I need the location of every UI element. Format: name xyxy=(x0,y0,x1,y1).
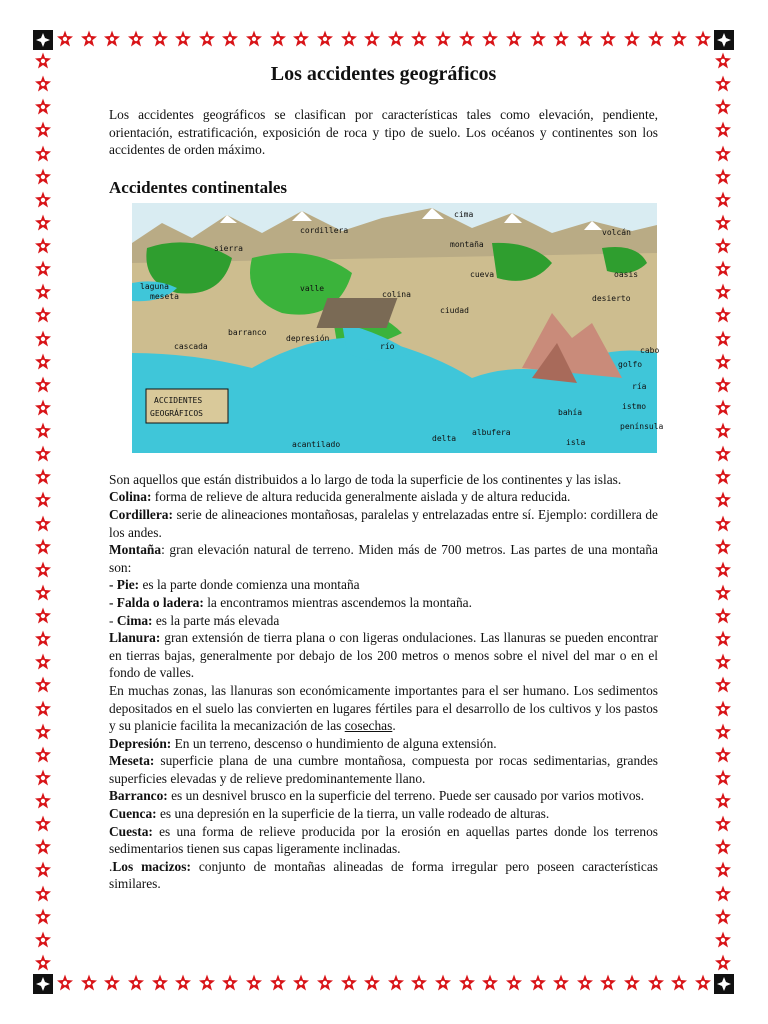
figure-label: desierto xyxy=(592,293,631,303)
entry-pie: - Pie: es la parte donde comienza una montaña xyxy=(109,577,360,593)
red-star-icon xyxy=(714,815,732,833)
red-star-icon xyxy=(34,908,52,926)
intro-paragraph: Los accidentes geográficos se clasifican por características tales como elevación, pendiente, orientación, estratificación, exposición de roca y tipo de suelo. Los océanos y continentes son los accidentes de orden máximo. xyxy=(109,107,658,158)
red-star-icon xyxy=(151,974,169,992)
red-star-icon xyxy=(623,30,641,48)
red-star-icon xyxy=(647,974,665,992)
red-star-icon xyxy=(714,399,732,417)
red-star-icon xyxy=(714,538,732,556)
corner-ornament-icon xyxy=(33,30,53,50)
figure-label: volcán xyxy=(602,227,631,237)
red-star-icon xyxy=(363,30,381,48)
red-star-icon xyxy=(714,330,732,348)
red-star-icon xyxy=(714,676,732,694)
figure-label: golfo xyxy=(618,359,643,369)
red-star-icon xyxy=(714,191,732,209)
red-star-icon xyxy=(34,885,52,903)
red-star-icon xyxy=(714,584,732,602)
red-star-icon xyxy=(34,145,52,163)
red-star-icon xyxy=(623,974,641,992)
entry-llanura-extra: En muchas zonas, las llanuras son económicamente importantes para el ser humano. Los sedimentos depositados en el suelo las convierten en lugares fértiles para el desarrollo de los cultivos y los pastos y su planicie facilita la mecanización de las cosechas. xyxy=(109,682,658,734)
red-star-icon xyxy=(34,700,52,718)
red-star-icon xyxy=(714,98,732,116)
red-star-icon xyxy=(670,974,688,992)
figure-label: ría xyxy=(632,381,647,391)
red-star-icon xyxy=(34,260,52,278)
definitions xyxy=(109,471,658,893)
entry-depresion: Depresión: En un terreno, descenso o hundimiento de alguna extensión. xyxy=(109,735,497,751)
red-star-icon xyxy=(34,630,52,648)
red-star-icon xyxy=(529,30,547,48)
red-star-icon xyxy=(34,607,52,625)
figure-label: montaña xyxy=(450,239,484,249)
red-star-icon xyxy=(410,30,428,48)
red-star-icon xyxy=(34,52,52,70)
red-star-icon xyxy=(34,237,52,255)
section-title: Accidentes continentales xyxy=(109,177,288,197)
figure-label: meseta xyxy=(150,291,179,301)
red-star-icon xyxy=(34,746,52,764)
corner-ornament-icon xyxy=(714,30,734,50)
red-star-icon xyxy=(34,98,52,116)
red-star-icon xyxy=(552,30,570,48)
red-star-icon xyxy=(34,653,52,671)
red-star-icon xyxy=(599,974,617,992)
red-star-icon xyxy=(292,30,310,48)
red-star-icon xyxy=(34,792,52,810)
figure-label: cordillera xyxy=(300,225,349,235)
red-star-icon xyxy=(647,30,665,48)
corner-ornament-icon xyxy=(714,974,734,994)
figure-label: isla xyxy=(566,437,586,447)
cosechas-link[interactable]: cosechas xyxy=(344,718,393,734)
red-star-icon xyxy=(34,75,52,93)
red-star-icon xyxy=(34,954,52,972)
red-star-icon xyxy=(34,561,52,579)
figure-label: cascada xyxy=(174,341,208,351)
entry-colina: Colina: forma de relieve de altura reducida generalmente aislada y de altura reducida. xyxy=(109,489,571,505)
red-star-icon xyxy=(714,561,732,579)
entry-llanura: Llanura: gran extensión de tierra plana o con ligeras ondulaciones. Las llanuras se pueden encontrar en tierras bajas, generalmente por debajo de los 200 metros o menos sobre el nivel del mar o en el fondo de valles. xyxy=(109,630,658,681)
entry-macizos: .Los macizos: conjunto de montañas alineadas de forma irregular pero poseen características similares. xyxy=(109,858,658,892)
red-star-icon xyxy=(694,30,712,48)
entry-cima: - Cima: es la parte más elevada xyxy=(109,612,280,628)
red-star-icon xyxy=(127,30,145,48)
red-star-icon xyxy=(34,815,52,833)
red-star-icon xyxy=(103,30,121,48)
figure-label: cueva xyxy=(470,269,495,279)
red-star-icon xyxy=(245,30,263,48)
red-star-icon xyxy=(316,974,334,992)
document-body xyxy=(109,60,664,893)
border-right xyxy=(714,52,734,972)
red-star-icon xyxy=(410,974,428,992)
red-star-icon xyxy=(434,974,452,992)
red-star-icon xyxy=(269,974,287,992)
red-star-icon xyxy=(34,491,52,509)
entry-falda: - Falda o ladera: la encontramos mientras ascendemos la montaña. xyxy=(109,594,472,610)
red-star-icon xyxy=(714,283,732,301)
entry-cordillera: Cordillera: serie de alineaciones montañosas, paralelas y entrelazadas entre sí. Ejemplo: cordillera de los andes. xyxy=(109,506,658,540)
figure-label: península xyxy=(620,421,664,431)
red-star-icon xyxy=(316,30,334,48)
red-star-icon xyxy=(714,445,732,463)
red-star-icon xyxy=(340,974,358,992)
red-star-icon xyxy=(34,399,52,417)
red-star-icon xyxy=(714,52,732,70)
red-star-icon xyxy=(292,974,310,992)
red-star-icon xyxy=(434,30,452,48)
red-star-icon xyxy=(34,376,52,394)
red-star-icon xyxy=(599,30,617,48)
red-star-icon xyxy=(714,353,732,371)
red-star-icon xyxy=(221,974,239,992)
red-star-icon xyxy=(34,283,52,301)
red-star-icon xyxy=(34,306,52,324)
red-star-icon xyxy=(34,445,52,463)
red-star-icon xyxy=(481,974,499,992)
red-star-icon xyxy=(714,515,732,533)
red-star-icon xyxy=(198,30,216,48)
red-star-icon xyxy=(714,861,732,879)
lead-paragraph: Son aquellos que están distribuidos a lo largo de toda la superficie de los continentes y las islas. xyxy=(109,471,622,487)
red-star-icon xyxy=(198,974,216,992)
red-star-icon xyxy=(269,30,287,48)
red-star-icon xyxy=(174,30,192,48)
figure-label: acantilado xyxy=(292,439,341,449)
figure-label: barranco xyxy=(228,327,267,337)
red-star-icon xyxy=(34,676,52,694)
red-star-icon xyxy=(387,974,405,992)
red-star-icon xyxy=(529,974,547,992)
figure-label: ciudad xyxy=(440,305,469,315)
red-star-icon xyxy=(363,974,381,992)
red-star-icon xyxy=(458,30,476,48)
red-star-icon xyxy=(714,145,732,163)
red-star-icon xyxy=(714,607,732,625)
figure-label: cabo xyxy=(640,345,660,355)
figure-label: istmo xyxy=(622,401,647,411)
figure-label: oasis xyxy=(614,269,639,279)
red-star-icon xyxy=(34,538,52,556)
red-star-icon xyxy=(714,422,732,440)
red-star-icon xyxy=(714,491,732,509)
red-star-icon xyxy=(576,974,594,992)
figure-box-line-2: GEOGRÁFICOS xyxy=(150,408,203,418)
figure-label: depresión xyxy=(286,333,330,343)
red-star-icon xyxy=(34,584,52,602)
figure-label: delta xyxy=(432,433,457,443)
figure-label: valle xyxy=(300,283,325,293)
red-star-icon xyxy=(714,121,732,139)
red-star-icon xyxy=(714,838,732,856)
red-star-icon xyxy=(80,974,98,992)
red-star-icon xyxy=(714,237,732,255)
entry-cuenca: Cuenca: es una depresión en la superficie de la tierra, un valle rodeado de alturas. xyxy=(109,806,550,822)
red-star-icon xyxy=(174,974,192,992)
red-star-icon xyxy=(34,769,52,787)
red-star-icon xyxy=(127,974,145,992)
red-star-icon xyxy=(714,885,732,903)
red-star-icon xyxy=(714,214,732,232)
red-star-icon xyxy=(714,769,732,787)
border-left xyxy=(34,52,54,972)
figure-label: cima xyxy=(454,209,474,219)
red-star-icon xyxy=(714,168,732,186)
red-star-icon xyxy=(34,515,52,533)
red-star-icon xyxy=(34,191,52,209)
red-star-icon xyxy=(714,954,732,972)
red-star-icon xyxy=(34,422,52,440)
red-star-icon xyxy=(34,931,52,949)
red-star-icon xyxy=(34,838,52,856)
red-star-icon xyxy=(714,700,732,718)
red-star-icon xyxy=(34,121,52,139)
red-star-icon xyxy=(458,974,476,992)
red-star-icon xyxy=(34,330,52,348)
border-bottom xyxy=(56,974,712,994)
red-star-icon xyxy=(481,30,499,48)
red-star-icon xyxy=(245,974,263,992)
red-star-icon xyxy=(34,723,52,741)
red-star-icon xyxy=(103,974,121,992)
figure-label: sierra xyxy=(214,243,243,253)
red-star-icon xyxy=(34,168,52,186)
figure-label: colina xyxy=(382,289,411,299)
red-star-icon xyxy=(151,30,169,48)
red-star-icon xyxy=(714,908,732,926)
red-star-icon xyxy=(56,974,74,992)
red-star-icon xyxy=(714,468,732,486)
figure-box-line-1: ACCIDENTES xyxy=(154,395,203,405)
red-star-icon xyxy=(714,931,732,949)
corner-ornament-icon xyxy=(33,974,53,994)
entry-montana: Montaña: gran elevación natural de terreno. Miden más de 700 metros. Las partes de una montaña son: xyxy=(109,542,658,575)
figure-label: albufera xyxy=(472,427,511,437)
red-star-icon xyxy=(34,353,52,371)
figure-label: bahía xyxy=(558,407,583,417)
red-star-icon xyxy=(714,630,732,648)
red-star-icon xyxy=(714,746,732,764)
red-star-icon xyxy=(714,376,732,394)
red-star-icon xyxy=(714,653,732,671)
figure-label: río xyxy=(380,341,395,351)
entry-meseta: Meseta: superficie plana de una cumbre montañosa, compuesta por rocas sedimentarias, grandes superficies elevadas y de relieve predominantemente llano. xyxy=(109,753,658,786)
red-star-icon xyxy=(552,974,570,992)
red-star-icon xyxy=(714,260,732,278)
red-star-icon xyxy=(694,974,712,992)
red-star-icon xyxy=(714,306,732,324)
red-star-icon xyxy=(80,30,98,48)
entry-barranco: Barranco: es un desnivel brusco en la superficie del terreno. Puede ser causado por varios motivos. xyxy=(109,788,645,804)
red-star-icon xyxy=(505,30,523,48)
red-star-icon xyxy=(34,468,52,486)
page-title: Los accidentes geográficos xyxy=(270,63,497,85)
red-star-icon xyxy=(221,30,239,48)
red-star-icon xyxy=(714,792,732,810)
landforms-illustration xyxy=(132,203,664,453)
red-star-icon xyxy=(714,723,732,741)
red-star-icon xyxy=(670,30,688,48)
red-star-icon xyxy=(714,75,732,93)
red-star-icon xyxy=(387,30,405,48)
red-star-icon xyxy=(505,974,523,992)
border-top xyxy=(56,30,712,50)
red-star-icon xyxy=(34,214,52,232)
red-star-icon xyxy=(56,30,74,48)
figure-label: laguna xyxy=(140,281,169,291)
entry-cuesta: Cuesta: es una forma de relieve producida por la erosión en aquellas partes donde los terrenos sedimentarios tienen sus capas ligeramente inclinadas. xyxy=(109,823,658,857)
red-star-icon xyxy=(576,30,594,48)
red-star-icon xyxy=(34,861,52,879)
red-star-icon xyxy=(340,30,358,48)
